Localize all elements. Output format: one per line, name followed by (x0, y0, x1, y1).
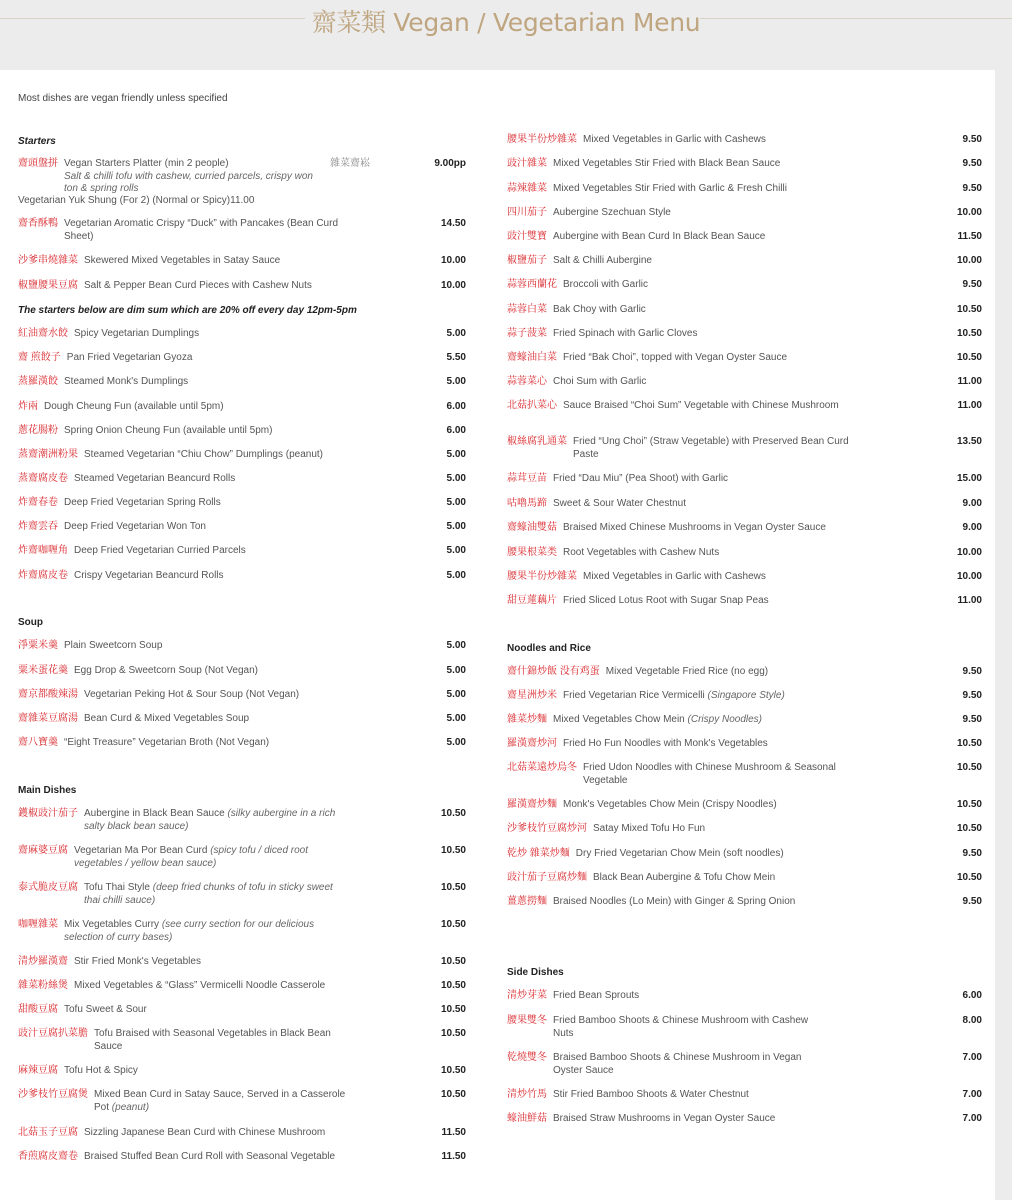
item-english-name: Deep Fried Vegetarian Won Ton (64, 521, 206, 532)
item-description: Salt & chilli tofu with cashew, curried parcels, crispy won ton & spring rolls (64, 170, 313, 194)
item-price: 9.50 (962, 134, 982, 145)
item-price: 5.00 (446, 376, 466, 387)
item-english-name: Mix Vegetables Curry (64, 919, 160, 930)
item-english-name: Bean Curd & Mixed Vegetables Soup (84, 713, 250, 724)
menu-item (507, 738, 982, 751)
item-english-name: Black Bean Aubergine & Tofu Chow Mein (593, 872, 776, 883)
item-price: 7.00 (962, 1089, 982, 1100)
menu-item (18, 980, 466, 993)
item-chinese-name: 雜菜炒麵 (507, 714, 547, 725)
item-english-name: Vegetarian Ma Por Bean Curd (74, 845, 208, 856)
item-price: 5.50 (446, 352, 466, 363)
page-title: 齋菜類 Vegan / Vegetarian Menu (311, 8, 701, 37)
item-chinese-name: 沙爹串燒雜菜 (18, 255, 78, 266)
menu-item (507, 1113, 982, 1126)
item-chinese-name: 豉汁茄子豆腐炒麵 (507, 872, 587, 883)
item-chinese-name: 齋星洲炒米 (507, 690, 557, 701)
item-chinese-name: 蒸齋腐皮卷 (18, 473, 68, 484)
item-price: 9.00 (962, 522, 982, 533)
item-english-name: Skewered Mixed Vegetables in Satay Sauce (84, 255, 281, 266)
item-english-name: Vegetarian Peking Hot & Sour Soup (Not Vegan) (84, 689, 300, 700)
item-chinese-name: 椒鹽茄子 (507, 255, 547, 266)
item-price: 5.00 (446, 328, 466, 339)
item-english-name: Braised Bamboo Shoots & Chinese Mushroom in Vegan Oyster Sauce (553, 1052, 802, 1076)
item-english-name: Steamed Vegetarian Beancurd Rolls (74, 473, 236, 484)
menu-item (507, 1089, 982, 1102)
item-chinese-name: 炸齋腐皮卷 (18, 570, 68, 581)
item-english-name: Spicy Vegetarian Dumplings (74, 328, 200, 339)
item-chinese-name: 豉汁雙寶 (507, 231, 547, 242)
item-description: (peanut) (111, 1101, 150, 1113)
item-chinese-name: 豉汁雜菜 (507, 158, 547, 169)
item-price: 9.50 (962, 279, 982, 290)
item-price: 5.00 (446, 521, 466, 532)
item-english-name: Dry Fried Vegetarian Chow Mein (soft noodles) (575, 848, 784, 859)
item-chinese-name: 北菇菜遠炒烏冬 (507, 762, 577, 773)
item-english-name: Dough Cheung Fun (available until 5pm) (44, 401, 224, 412)
item-chinese-name: 齋京都酸辣湯 (18, 689, 78, 700)
menu-item (507, 990, 982, 1003)
item-english-name: Mixed Vegetables Stir Fried with Garlic & Fresh Chilli (553, 183, 787, 194)
menu-item (507, 1015, 982, 1040)
item-price: 10.50 (956, 762, 982, 773)
item-english-name: Spring Onion Cheung Fun (available until 5pm) (64, 425, 273, 436)
item-chinese-name: 沙爹枝竹豆腐炒河 (507, 823, 587, 834)
item-price: 11.50 (441, 1151, 466, 1162)
menu-item (18, 328, 466, 341)
item-price: 11.50 (441, 1127, 466, 1138)
menu-item (507, 328, 982, 341)
item-chinese-name: 蒜蓉西蘭花 (507, 279, 557, 290)
item-chinese-name: 乾燒雙冬 (507, 1052, 547, 1063)
item-chinese-name: 泰式脆皮豆腐 (18, 882, 78, 893)
item-price: 10.50 (440, 980, 466, 991)
item-price: 10.00 (956, 547, 982, 558)
item-price: 9.00 (962, 498, 982, 509)
item-price: 5.00 (446, 640, 466, 651)
menu-item (507, 134, 982, 147)
item-english-name: Fried “Dau Miu” (Pea Shoot) with Garlic (553, 473, 729, 484)
item-price: 9.00pp (434, 158, 466, 169)
menu-item (507, 158, 982, 171)
item-english-name: Mixed Vegetables in Garlic with Cashews (583, 571, 766, 582)
item-chinese-name: 蒜子菠菜 (507, 328, 547, 339)
item-english-name: Fried “Ung Choi” (Straw Vegetable) with Preserved Bean Curd Paste (573, 436, 849, 460)
item-english-name: Tofu Braised with Seasonal Vegetables in Black Bean Sauce (94, 1028, 331, 1052)
menu-item (18, 1065, 466, 1078)
menu-item (18, 1028, 466, 1053)
menu-item (18, 521, 466, 534)
item-price: 10.50 (440, 1028, 466, 1039)
item-english-name: Bak Choy with Garlic (553, 304, 646, 315)
item-chinese-name: 腰果半份炒雜菜 (507, 134, 577, 145)
item-english-name: Mixed Vegetables & “Glass” Vermicelli Noodle Casserole (74, 980, 326, 991)
menu-item (18, 473, 466, 486)
item-english-name: Fried Ho Fun Noodles with Monk's Vegetables (563, 738, 768, 749)
item-description: (spicy tofu / diced root vegetables / yellow bean sauce) (74, 845, 309, 869)
item-chinese-name: 炸齋咖喱角 (18, 545, 68, 556)
menu-item (18, 570, 466, 583)
item-english-name: Salt & Chilli Aubergine (553, 255, 652, 266)
menu-item (507, 522, 982, 535)
menu-item (507, 304, 982, 317)
item-price: 9.50 (962, 158, 982, 169)
item-price: 6.00 (446, 401, 466, 412)
item-price: 5.00 (446, 449, 466, 460)
item-price: 7.00 (962, 1113, 982, 1124)
item-chinese-name: 椒絲腐乳通菜 (507, 436, 567, 447)
item-chinese-name: 齋香酥鴨 (18, 218, 58, 229)
item-english-name: Aubergine Szechuan Style (553, 207, 671, 218)
menu-item (507, 400, 982, 413)
item-price: 5.00 (446, 473, 466, 484)
item-english-name: Braised Mixed Chinese Mushrooms in Vegan Oyster Sauce (563, 522, 826, 533)
item-english-name: Sweet & Sour Water Chestnut (553, 498, 687, 509)
item-chinese-name: 乾炒 雜菜炒麵 (507, 848, 570, 859)
item-chinese-name: 蔥花腸粉 (18, 425, 58, 436)
item-english-name: Stir Fried Monk's Vegetables (74, 956, 201, 967)
item-price: 10.00 (440, 280, 466, 291)
menu-item (507, 823, 982, 836)
item-chinese-subtitle: 雜菜齋崧 (330, 158, 370, 169)
item-price: 14.50 (440, 218, 466, 229)
item-chinese-name: 腰果雙冬 (507, 1015, 547, 1026)
menu-item (18, 689, 466, 702)
item-price: 10.00 (956, 571, 982, 582)
menu-item (18, 956, 466, 969)
menu-item (18, 545, 466, 558)
item-price: 10.50 (956, 304, 982, 315)
item-price: 10.50 (440, 1065, 466, 1076)
item-description: (deep fried chunks of tofu in sticky sweet thai chilli sauce) (84, 882, 333, 906)
menu-item (507, 1052, 982, 1077)
item-price: 10.00 (956, 207, 982, 218)
section-title-noodles-rice: Noodles and Rice (507, 643, 591, 654)
menu-item (507, 255, 982, 268)
item-english-name: Fried “Bak Choi”, topped with Vegan Oyster Sauce (563, 352, 788, 363)
item-chinese-name: 齋蠔油白菜 (507, 352, 557, 363)
item-chinese-name: 齋八寶羹 (18, 737, 58, 748)
menu-item (507, 595, 982, 608)
menu-item (507, 690, 982, 703)
item-price: 10.00 (440, 255, 466, 266)
menu-item (18, 376, 466, 389)
item-price: 9.50 (962, 714, 982, 725)
item-chinese-name: 蠔油鮮菇 (507, 1113, 547, 1124)
item-price: 10.50 (440, 845, 466, 856)
menu-item (507, 231, 982, 244)
menu-item (18, 401, 466, 414)
menu-item (507, 473, 982, 486)
item-english-name: Broccoli with Garlic (563, 279, 649, 290)
menu-item (507, 896, 982, 909)
item-price: 5.00 (446, 665, 466, 676)
item-chinese-name: 炸兩 (18, 401, 38, 412)
item-price: 7.00 (962, 1052, 982, 1063)
item-english-name: Steamed Vegetarian “Chiu Chow” Dumplings (peanut) (84, 449, 324, 460)
menu-item (507, 848, 982, 861)
item-chinese-name: 清炒竹馬 (507, 1089, 547, 1100)
item-price: 5.00 (446, 545, 466, 556)
item-english-name: Egg Drop & Sweetcorn Soup (Not Vegan) (74, 665, 258, 676)
menu-item (507, 279, 982, 292)
item-description: (see curry section for our delicious selection of curry bases) (64, 919, 315, 943)
menu-item (507, 666, 982, 679)
menu-item (507, 376, 982, 389)
vegan-note: Most dishes are vegan friendly unless specified (18, 93, 228, 104)
item-chinese-name: 齋 煎餃子 (18, 352, 61, 363)
menu-item (507, 547, 982, 560)
item-chinese-name: 蒸齋潮洲粉果 (18, 449, 78, 460)
item-price: 10.50 (440, 919, 466, 930)
item-chinese-name: 麻辣豆腐 (18, 1065, 58, 1076)
menu-item (18, 218, 466, 243)
item-chinese-name: 蒜茸豆苗 (507, 473, 547, 484)
menu-item (18, 713, 466, 726)
section-title-side-dishes: Side Dishes (507, 967, 564, 978)
item-english-name: Pan Fried Vegetarian Gyoza (66, 352, 193, 363)
item-price: 10.00 (956, 255, 982, 266)
menu-item (507, 872, 982, 885)
item-english-name: Steamed Monk's Dumplings (64, 376, 189, 387)
item-price: 11.50 (957, 231, 982, 242)
section-title-main-dishes: Main Dishes (18, 785, 77, 796)
menu-page (0, 70, 995, 1200)
item-chinese-name: 齋麻婆豆腐 (18, 845, 68, 856)
item-chinese-name: 北菇玉子豆腐 (18, 1127, 78, 1138)
item-chinese-name: 粟米蛋花羹 (18, 665, 68, 676)
item-chinese-name: 蒸羅漢餃 (18, 376, 58, 387)
item-price: 11.00 (957, 595, 982, 606)
item-price: 5.00 (446, 689, 466, 700)
item-chinese-name: 椒鹽腰果豆腐 (18, 280, 78, 291)
menu-item (18, 737, 466, 750)
menu-item (507, 436, 982, 461)
item-price: 5.00 (446, 497, 466, 508)
item-english-name: Sauce Braised “Choi Sum” Vegetable with Chinese Mushroom (563, 400, 839, 411)
item-english-name: Monk's Vegetables Chow Mein (Crispy Noodles) (563, 799, 777, 810)
item-price: 9.50 (962, 896, 982, 907)
item-price: 9.50 (962, 690, 982, 701)
item-english-name: Tofu Sweet & Sour (64, 1004, 147, 1015)
menu-item (18, 1089, 466, 1114)
item-price: 10.50 (440, 882, 466, 893)
menu-item-starters-platter (18, 158, 466, 196)
item-chinese-name: 齋蠔油雙菇 (507, 522, 557, 533)
item-english-name: Aubergine in Black Bean Sauce (84, 808, 225, 819)
item-price: 9.50 (962, 666, 982, 677)
item-english-name: Mixed Vegetables Stir Fried with Black Bean Sauce (553, 158, 781, 169)
dim-sum-note: The starters below are dim sum which are 20% off every day 12pm-5pm (18, 305, 357, 316)
item-price: 9.50 (962, 848, 982, 859)
item-chinese-name: 齋什錦炒飯 没有鸡蛋 (507, 666, 600, 677)
item-english-name: Satay Mixed Tofu Ho Fun (593, 823, 706, 834)
item-english-name: Root Vegetables with Cashew Nuts (563, 547, 720, 558)
item-price: 10.50 (956, 352, 982, 363)
item-english-name: Fried Bean Sprouts (553, 990, 640, 1001)
item-chinese-name: 羅漢齋炒麵 (507, 799, 557, 810)
menu-item (18, 665, 466, 678)
item-chinese-name: 腰果半份炒雜菜 (507, 571, 577, 582)
menu-item (507, 498, 982, 511)
item-chinese-name: 羅漢齋炒河 (507, 738, 557, 749)
item-price: 10.50 (956, 328, 982, 339)
item-chinese-name: 咖喱雜菜 (18, 919, 58, 930)
item-english-name: Deep Fried Vegetarian Curried Parcels (74, 545, 246, 556)
item-chinese-name: 紅油齋水餃 (18, 328, 68, 339)
item-price: 10.50 (440, 1089, 466, 1100)
item-chinese-name: 蒜蓉白菜 (507, 304, 547, 315)
page-header (0, 0, 1012, 70)
item-price: 11.00 (957, 376, 982, 387)
item-english-name: Vegan Starters Platter (min 2 people) (64, 158, 229, 169)
item-english-name: Mixed Vegetables Chow Mein (553, 714, 685, 725)
item-chinese-name: 鑊椒豉汁茄子 (18, 808, 78, 819)
item-english-name: Plain Sweetcorn Soup (64, 640, 163, 651)
item-description: (Singapore Style) (707, 690, 785, 701)
yuk-shung-line: Vegetarian Yuk Shung (For 2) (Normal or Spicy)11.00 (18, 195, 255, 206)
item-price: 15.00 (956, 473, 982, 484)
item-price: 6.00 (446, 425, 466, 436)
item-chinese-name: 北菇扒菜心 (507, 400, 557, 411)
menu-item (507, 714, 982, 727)
item-description: (Crispy Noodles) (687, 714, 762, 725)
item-chinese-name: 齋頭盤拼 (18, 158, 58, 169)
menu-item (18, 255, 466, 268)
menu-item (18, 352, 466, 365)
item-chinese-name: 雜菜粉絲煲 (18, 980, 68, 991)
item-english-name: Mixed Bean Curd in Satay Sauce, Served in a Casserole Pot (94, 1089, 346, 1113)
menu-item (18, 808, 466, 833)
item-chinese-name: 四川茄子 (507, 207, 547, 218)
header-divider-right (700, 18, 1012, 19)
item-english-name: Fried Spinach with Garlic Cloves (553, 328, 698, 339)
item-chinese-name: 沙爹枝竹豆腐煲 (18, 1089, 88, 1100)
menu-item (18, 882, 466, 907)
item-chinese-name: 甜豆蓮藕片 (507, 595, 557, 606)
item-english-name: Aubergine with Bean Curd In Black Bean Sauce (553, 231, 766, 242)
item-price: 5.00 (446, 570, 466, 581)
item-english-name: Braised Noodles (Lo Mein) with Ginger & Spring Onion (553, 896, 796, 907)
item-english-name: Tofu Thai Style (84, 882, 150, 893)
item-chinese-name: 甜酸豆腐 (18, 1004, 58, 1015)
item-price: 10.50 (956, 872, 982, 883)
menu-item (18, 1127, 466, 1140)
item-english-name: Mixed Vegetables in Garlic with Cashews (583, 134, 766, 145)
item-english-name: Sizzling Japanese Bean Curd with Chinese Mushroom (84, 1127, 326, 1138)
menu-item (507, 352, 982, 365)
item-price: 5.00 (446, 713, 466, 724)
item-english-name: Fried Bamboo Shoots & Chinese Mushroom with Cashew Nuts (553, 1015, 809, 1039)
menu-item (18, 1004, 466, 1017)
item-english-name: Fried Vegetarian Rice Vermicelli (563, 690, 705, 701)
menu-item (507, 762, 982, 787)
item-chinese-name: 齋雜菜豆腐湯 (18, 713, 78, 724)
item-price: 10.50 (440, 1004, 466, 1015)
menu-item (507, 799, 982, 812)
item-english-name: Braised Stuffed Bean Curd Roll with Seasonal Vegetable (84, 1151, 336, 1162)
item-price: 11.00 (957, 400, 982, 411)
item-english-name: Fried Sliced Lotus Root with Sugar Snap Peas (563, 595, 769, 606)
menu-item (18, 280, 466, 293)
menu-item (18, 640, 466, 653)
item-price: 10.50 (956, 799, 982, 810)
item-chinese-name: 薑蔥撈麵 (507, 896, 547, 907)
item-chinese-name: 香煎腐皮齋卷 (18, 1151, 78, 1162)
item-english-name: Choi Sum with Garlic (553, 376, 647, 387)
item-english-name: Mixed Vegetable Fried Rice (no egg) (605, 666, 769, 677)
item-price: 8.00 (962, 1015, 982, 1026)
menu-item (18, 497, 466, 510)
item-description: (silky aubergine in a rich salty black bean sauce) (84, 808, 336, 832)
item-price: 10.50 (440, 956, 466, 967)
item-chinese-name: 腰果根菜类 (507, 547, 557, 558)
item-chinese-name: 豉汁豆腐扒菜膽 (18, 1028, 88, 1039)
item-chinese-name: 蒜辣雜菜 (507, 183, 547, 194)
menu-item (507, 207, 982, 220)
item-english-name: “Eight Treasure” Vegetarian Broth (Not Vegan) (64, 737, 270, 748)
item-price: 9.50 (962, 183, 982, 194)
item-english-name: Crispy Vegetarian Beancurd Rolls (74, 570, 224, 581)
menu-item (18, 919, 466, 944)
item-english-name: Braised Straw Mushrooms in Vegan Oyster Sauce (553, 1113, 776, 1124)
section-title-starters: Starters (18, 136, 56, 147)
item-english-name: Stir Fried Bamboo Shoots & Water Chestnut (553, 1089, 749, 1100)
menu-item (507, 183, 982, 196)
item-chinese-name: 蒜蓉菜心 (507, 376, 547, 387)
item-price: 5.00 (446, 737, 466, 748)
item-chinese-name: 淨粟米羹 (18, 640, 58, 651)
menu-item (507, 571, 982, 584)
menu-item (18, 449, 466, 462)
item-chinese-name: 炸齋雲吞 (18, 521, 58, 532)
item-price: 10.50 (956, 738, 982, 749)
item-english-name: Deep Fried Vegetarian Spring Rolls (64, 497, 221, 508)
item-english-name: Salt & Pepper Bean Curd Pieces with Cashew Nuts (84, 280, 312, 291)
item-english-name: Vegetarian Aromatic Crispy “Duck” with Pancakes (Bean Curd Sheet) (64, 218, 339, 242)
item-price: 10.50 (440, 808, 466, 819)
item-chinese-name: 清炒羅漢齋 (18, 956, 68, 967)
item-price: 13.50 (956, 436, 982, 447)
menu-item (18, 425, 466, 438)
menu-item (18, 1151, 466, 1164)
section-title-soup: Soup (18, 617, 43, 628)
item-price: 6.00 (962, 990, 982, 1001)
item-chinese-name: 咕嚕馬蹄 (507, 498, 547, 509)
item-english-name: Fried Udon Noodles with Chinese Mushroom & Seasonal Vegetable (583, 762, 836, 786)
item-english-name: Tofu Hot & Spicy (64, 1065, 138, 1076)
item-price: 10.50 (956, 823, 982, 834)
menu-item (18, 845, 466, 870)
item-chinese-name: 炸齋春卷 (18, 497, 58, 508)
item-chinese-name: 清炒芽菜 (507, 990, 547, 1001)
